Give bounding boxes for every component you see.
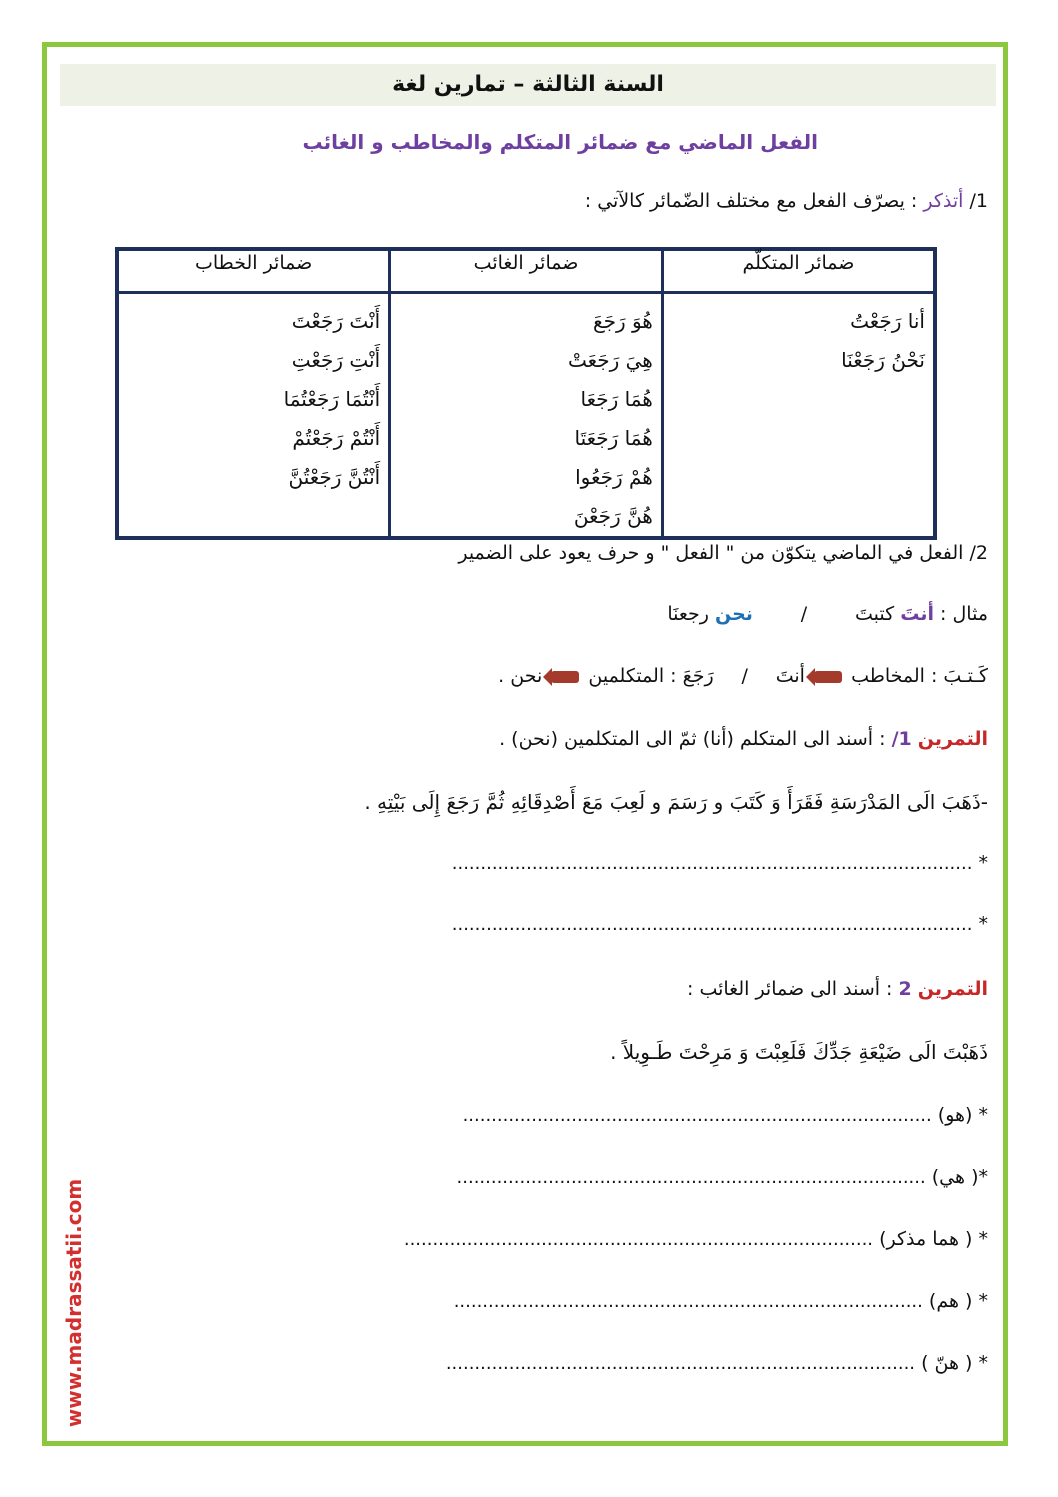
answer-line — [404, 1228, 988, 1250]
answer-field[interactable]: ........................................................................................... — [451, 853, 973, 874]
conjugation-item: هُمْ رَجَعُوا — [575, 465, 653, 489]
exercise-1-instruction — [499, 728, 988, 750]
watermark — [56, 1165, 92, 1440]
answer-line — [452, 913, 988, 935]
conjugation-item: أَنْتُمْ رَجَعْتُمْ — [292, 426, 381, 450]
conjugation-item: هُمَا رَجَعَتَا — [574, 426, 653, 450]
watermark-text: www.madrassatii.com — [62, 1178, 86, 1427]
answer-line — [446, 1352, 988, 1374]
answer-line — [452, 852, 988, 874]
example-pronoun-2: نحن — [714, 603, 753, 625]
example-verb-2: رجعنَا — [667, 603, 709, 625]
lesson-subtitle: الفعل الماضي مع ضمائر المتكلم والمخاطب و الغائب — [302, 130, 818, 154]
conjugation-item: هُنَّ رَجَعْنَ — [573, 504, 653, 528]
absent-column — [390, 293, 663, 539]
answer-field[interactable]: .................................................................................. — [403, 1229, 874, 1250]
conjugation-table — [115, 247, 937, 540]
answer-field[interactable]: .................................................................................. — [462, 1105, 932, 1126]
answer-line — [454, 1290, 988, 1312]
answer-line — [463, 1104, 988, 1126]
answer-prompt: * (هو) — [937, 1104, 988, 1126]
example-line — [667, 603, 988, 625]
section-1-line — [585, 190, 988, 212]
exercise-2-instruction — [687, 978, 988, 1000]
exercise-2-label: التمرين — [917, 978, 988, 1000]
answer-prompt: * ( هما مذكر) — [879, 1228, 988, 1250]
arrow-icon — [551, 671, 579, 683]
header-speaker: ضمائر المتكلّم — [662, 249, 935, 293]
answer-field[interactable]: .................................................................................. — [445, 1353, 916, 1374]
exercise-1-sentence: -ذَهَبَ الَى المَدْرَسَةِ فَقَرَأَ وَ كَتَبَ و رَسَمَ و لَعِبَ مَعَ أَصْدِقَائِهِ ثُمَّ رَجَعَ إِلَى بَيْتِهِ . — [364, 790, 988, 814]
section-2-text: 2/ الفعل في الماضي يتكوّن من " الفعل " و حرف يعود على الضمير — [458, 542, 988, 564]
conjugation-item: أَنْتِ رَجَعْتِ — [291, 348, 381, 372]
addressee-column — [117, 293, 390, 539]
answer-bullet: * — [978, 913, 988, 935]
answer-prompt: *( هي) — [931, 1166, 988, 1188]
exercise-2-number: 2 — [898, 978, 912, 1000]
answer-bullet: * — [978, 852, 988, 874]
analysis-part-2: رَجَعَ : المتكلمين — [588, 665, 714, 687]
analysis-pronoun-1: أنتَ — [775, 665, 805, 687]
conjugation-item: أَنْتَ رَجَعْتَ — [291, 309, 381, 333]
header-addressee: ضمائر الخطاب — [117, 249, 390, 293]
exercise-1-label: التمرين — [917, 728, 988, 750]
answer-field[interactable]: .................................................................................. — [456, 1167, 926, 1188]
example-separator: / — [800, 603, 808, 625]
page-title: السنة الثالثة – تمارين لغة — [60, 64, 996, 106]
section-1-number: 1/ — [969, 190, 988, 212]
exercise-2-text: : أسند الى ضمائر الغائب : — [687, 978, 893, 1000]
exercise-1-number: 1/ — [891, 728, 912, 750]
conjugation-item: أنا رَجَعْتُ — [850, 309, 925, 333]
exercise-1-text: : أسند الى المتكلم (أنا) ثمّ الى المتكلمين (نحن) . — [499, 728, 886, 750]
conjugation-item: أَنْتُنَّ رَجَعْتُنَّ — [288, 465, 381, 489]
conjugation-item: هُوَ رَجَعَ — [592, 309, 653, 333]
conjugation-item: هُمَا رَجَعَا — [580, 387, 653, 411]
conjugation-item: أَنْتُمَا رَجَعْتُمَا — [283, 387, 381, 411]
exercise-2-sentence: ذَهَبْتَ الَى ضَيْعَةِ جَدِّكَ فَلَعِبْتَ وَ مَرِحْتَ طَـوِيلاً . — [610, 1040, 988, 1064]
analysis-separator: / — [741, 665, 748, 687]
section-1-label: أتذكر — [923, 190, 964, 212]
conjugation-item: هِيَ رَجَعَتْ — [567, 348, 653, 372]
example-label: مثال : — [940, 603, 988, 625]
example-pronoun-1: أنتَ — [900, 603, 934, 625]
answer-prompt: * ( هم) — [928, 1290, 988, 1312]
analysis-part-1: كَـتـبَ : المخاطب — [851, 665, 988, 687]
analysis-line — [498, 665, 988, 687]
answer-field[interactable]: ........................................................................................... — [451, 914, 973, 935]
answer-prompt: * ( هنّ ) — [921, 1352, 988, 1374]
header-absent: ضمائر الغائب — [390, 249, 663, 293]
section-1-text: : يصرّف الفعل مع مختلف الضّمائر كالآتي : — [584, 190, 918, 212]
answer-field[interactable]: .................................................................................. — [453, 1291, 923, 1312]
arrow-icon — [814, 671, 842, 683]
example-verb-1: كتبتَ — [855, 603, 895, 625]
speaker-column — [662, 293, 935, 539]
conjugation-item: نَحْنُ رَجَعْنَا — [841, 348, 925, 372]
analysis-pronoun-2: نحن . — [498, 665, 543, 687]
answer-line — [457, 1166, 988, 1188]
